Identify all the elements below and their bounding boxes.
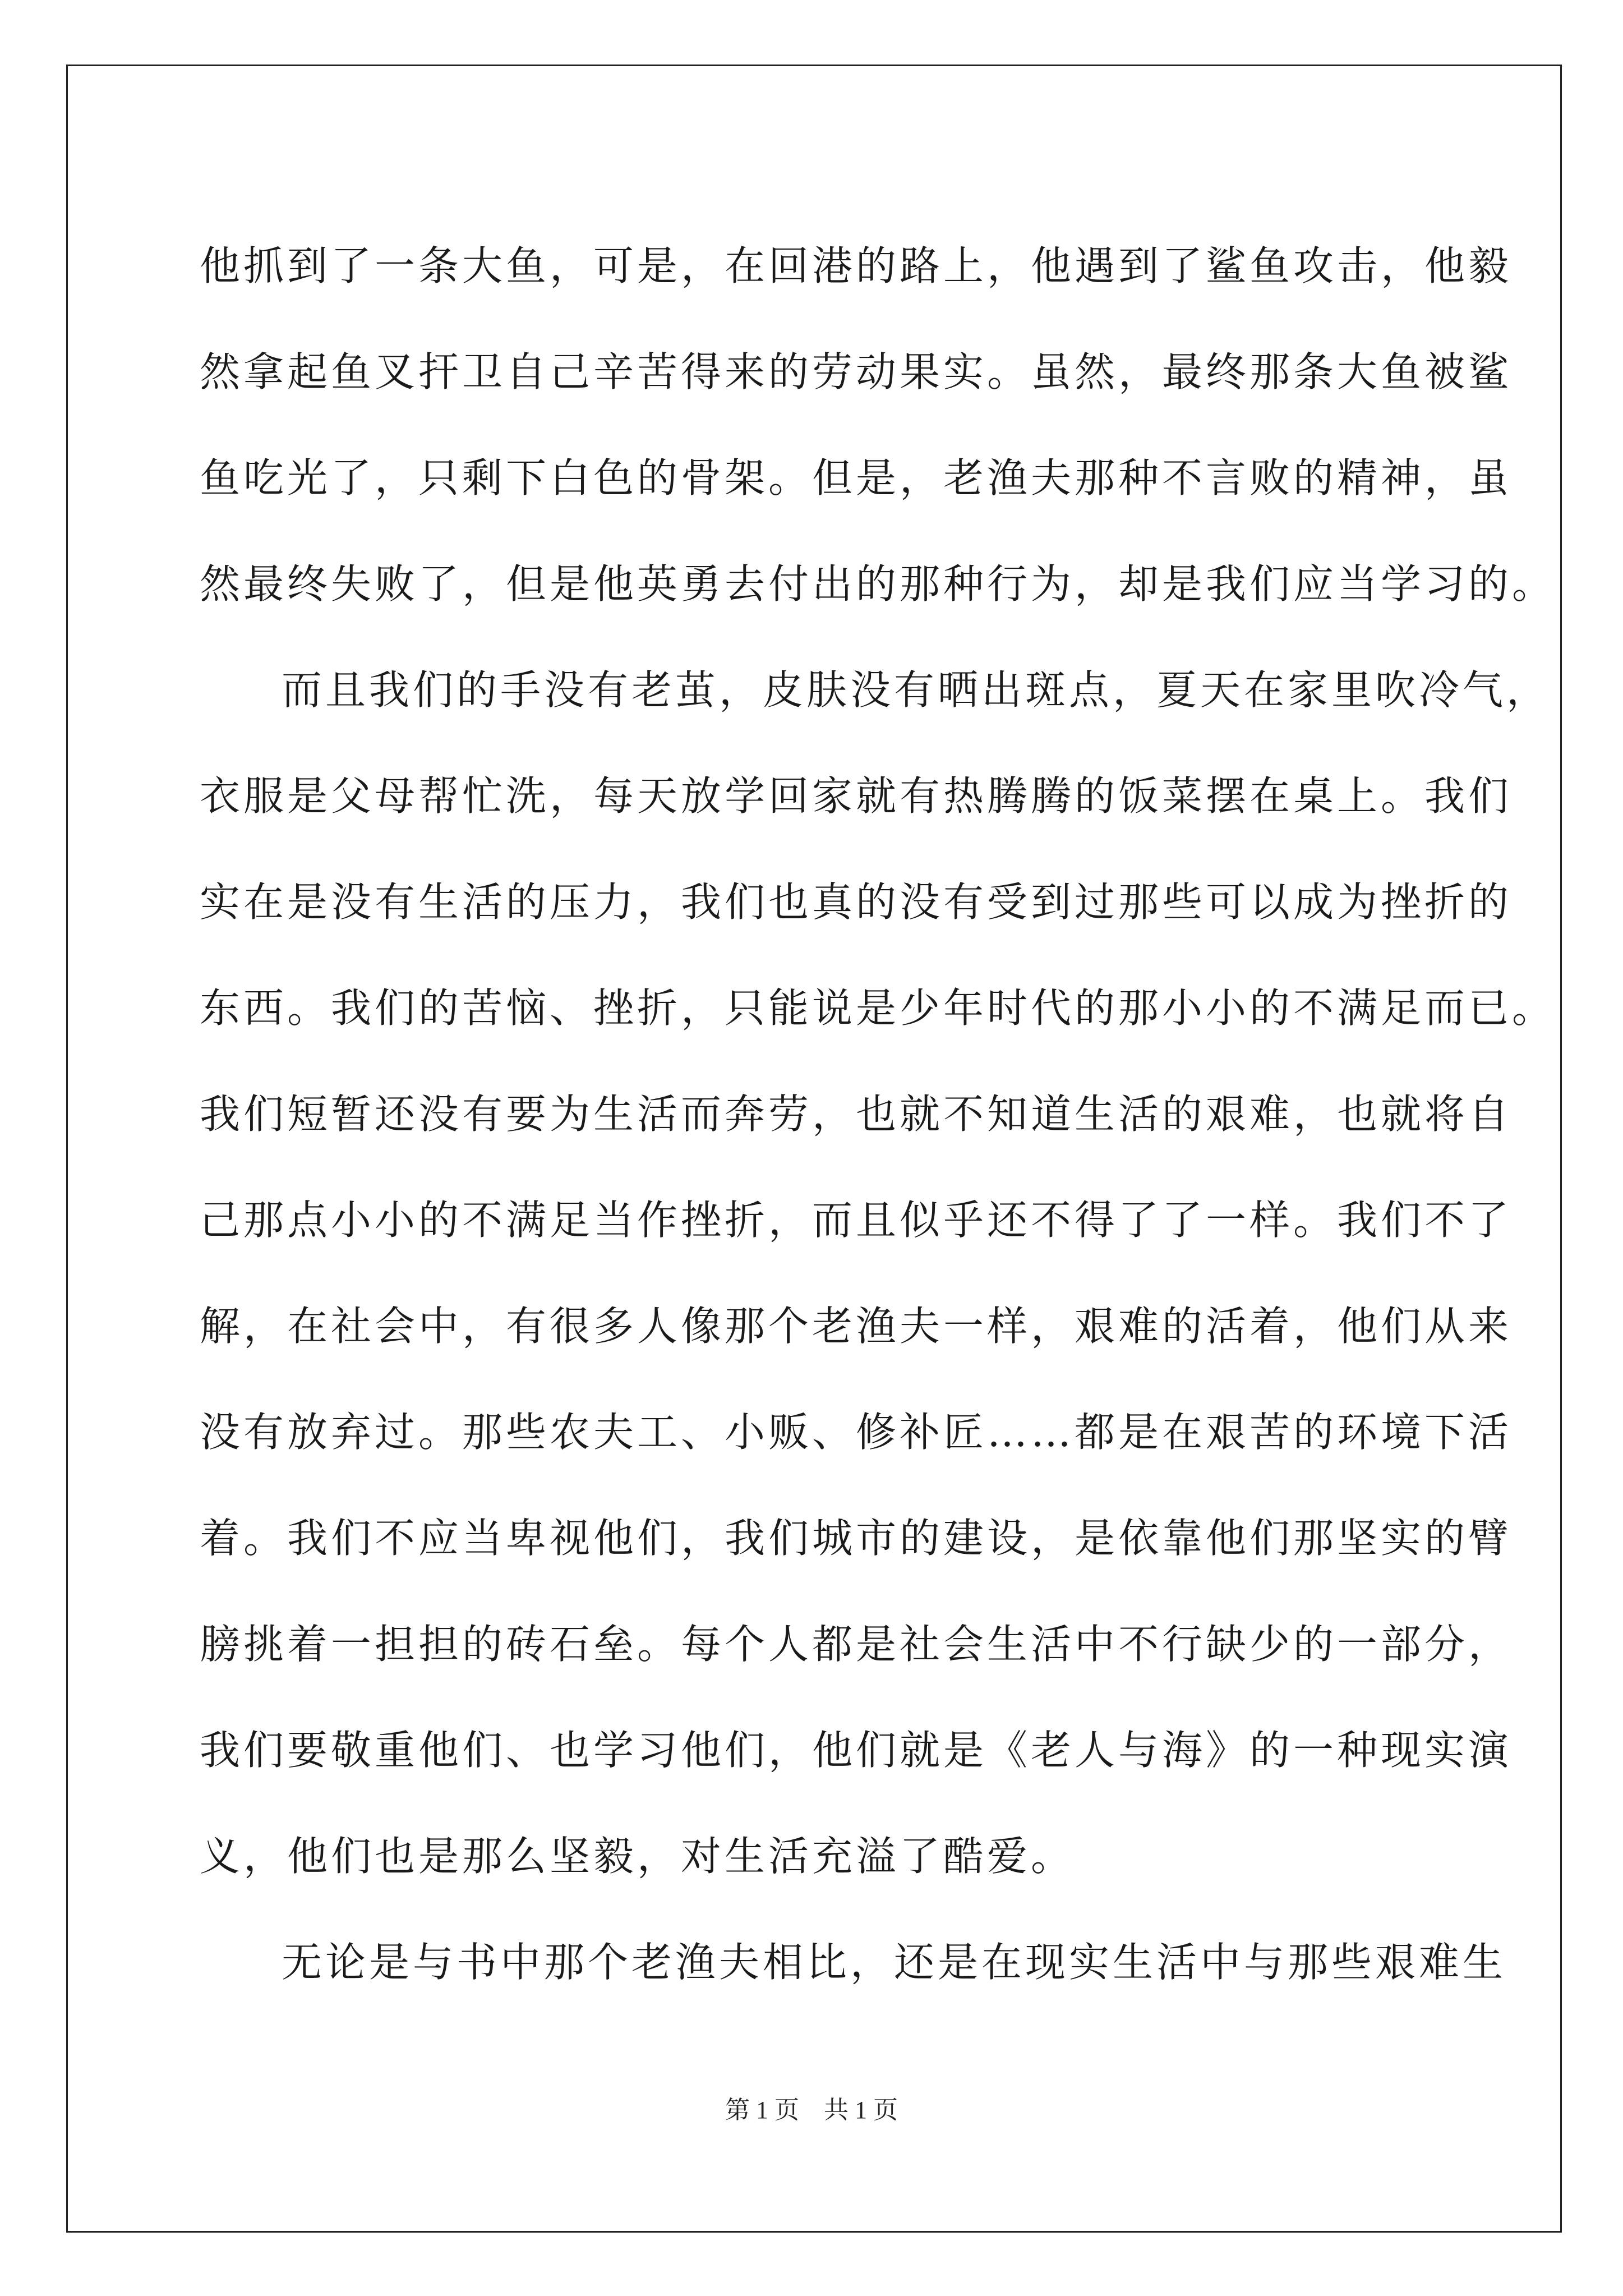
text-line: 我们要敬重他们、也学习他们，他们就是《老人与海》的一种现实演 [200, 1727, 1513, 1774]
text-line: 解，在社会中，有很多人像那个老渔夫一样，艰难的活着，他们从来 [200, 1303, 1513, 1350]
text-line: 义，他们也是那么坚毅，对生活充溢了酷爱。 [200, 1833, 1075, 1880]
text-line: 然拿起鱼叉扞卫自己辛苦得来的劳动果实。虽然，最终那条大鱼被鲨 [200, 348, 1513, 395]
text-line: 然最终失败了，但是他英勇去付出的那种行为，却是我们应当学习的。 [200, 560, 1556, 608]
paragraph-first-line: 无论是与书中那个老渔夫相比，还是在现实生活中与那些艰难生 [282, 1939, 1507, 1986]
text-line: 没有放弃过。那些农夫工、小贩、修补匠……都是在艰苦的环境下活 [200, 1409, 1513, 1456]
text-line: 他抓到了一条大鱼，可是，在回港的路上，他遇到了鲨鱼攻击，他毅 [200, 242, 1513, 289]
text-line: 衣服是父母帮忙洗，每天放学回家就有热腾腾的饭菜摆在桌上。我们 [200, 772, 1513, 820]
paragraph-first-line: 而且我们的手没有老茧，皮肤没有晒出斑点，夏天在家里吹冷气， [282, 666, 1551, 714]
text-line: 实在是没有生活的压力，我们也真的没有受到过那些可以成为挫折的 [200, 878, 1513, 926]
document-body [200, 213, 1556, 2016]
text-line: 我们短暂还没有要为生活而奔劳，也就不知道生活的艰难，也就将自 [200, 1091, 1513, 1138]
text-line: 鱼吃光了，只剩下白色的骨架。但是，老渔夫那种不言败的精神，虽 [200, 454, 1513, 501]
text-line: 东西。我们的苦恼、挫折，只能说是少年时代的那小小的不满足而已。 [200, 984, 1556, 1032]
text-line: 着。我们不应当卑视他们，我们城市的建设，是依靠他们那坚实的臂 [200, 1515, 1513, 1562]
text-line: 己那点小小的不满足当作挫折，而且似乎还不得了了一样。我们不了 [200, 1197, 1513, 1244]
text-line: 膀挑着一担担的砖石垒。每个人都是社会生活中不行缺少的一部分， [200, 1621, 1513, 1668]
page-number-footer: 第 1 页 共 1 页 [725, 2096, 898, 2124]
